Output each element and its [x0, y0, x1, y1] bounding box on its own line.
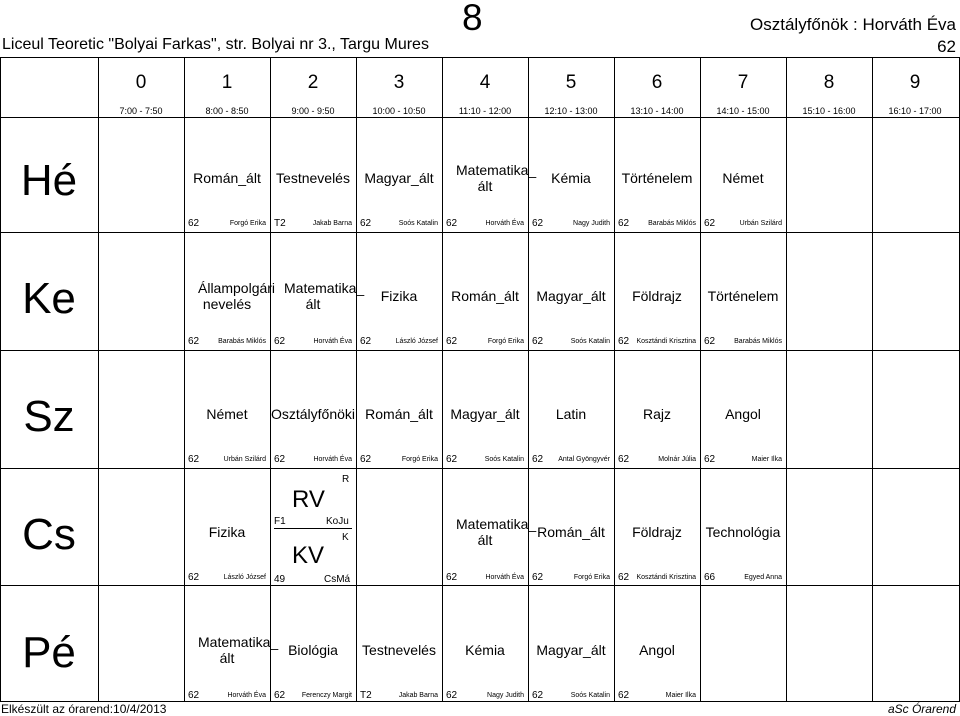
lesson-subject: Matematika_ ált: [284, 280, 365, 312]
lesson-teacher: Forgó Erika: [401, 456, 438, 463]
lesson-teacher: Kosztándi Krisztina: [636, 338, 696, 345]
split-bottom-group: K: [342, 532, 349, 543]
lesson-room: 62: [360, 454, 372, 465]
period-time: 11:10 - 12:00: [458, 106, 512, 116]
period-time: 16:10 - 17:00: [888, 106, 942, 116]
lesson-room: 62: [188, 572, 200, 583]
lesson-subject: Román_ált: [365, 406, 433, 422]
lesson-subject: Földrajz: [632, 288, 682, 304]
period-time: 7:00 - 7:50: [119, 106, 163, 116]
lesson-subject: Biológia: [288, 642, 338, 658]
lesson-teacher: Molnár Júlia: [658, 456, 696, 463]
lesson-room: 62: [532, 218, 544, 229]
lesson-teacher: Barabás Miklós: [734, 338, 782, 345]
period-time: 9:00 - 9:50: [291, 106, 335, 116]
lesson-teacher: Kosztándi Krisztina: [636, 574, 696, 581]
period-number: 8: [823, 72, 835, 93]
lesson-subject: Technológia: [705, 524, 781, 540]
split-bottom-subject: KV: [292, 542, 325, 569]
lesson-room: 62: [532, 336, 544, 347]
lesson-teacher: Jakab Barna: [312, 220, 352, 227]
period-number: 4: [479, 72, 491, 93]
lesson-teacher: Soós Katalin: [484, 456, 524, 463]
lesson-subject: Matematika_ ált: [456, 516, 537, 548]
period-number: 6: [651, 72, 663, 93]
column-line: [700, 57, 701, 702]
lesson-teacher: Forgó Erika: [487, 338, 524, 345]
lesson-subject: Testnevelés: [276, 170, 350, 186]
split-bottom-room: 49: [274, 574, 286, 585]
day-separator-line: [0, 468, 960, 469]
day-name: Hé: [20, 156, 78, 205]
lesson-room: 62: [618, 572, 630, 583]
lesson-room: 62: [532, 454, 544, 465]
lesson-teacher: Egyed Anna: [744, 574, 782, 581]
lesson-subject: Német: [722, 170, 764, 186]
lesson-teacher: Urbán Szilárd: [739, 220, 782, 227]
lesson-subject: Történelem: [621, 170, 693, 186]
lesson-room: 62: [360, 336, 372, 347]
period-time: 8:00 - 8:50: [205, 106, 249, 116]
grid-left-line: [0, 57, 1, 702]
period-number: 9: [909, 72, 921, 93]
lesson-room: 62: [274, 336, 286, 347]
lesson-room: 62: [704, 336, 716, 347]
lesson-room: 62: [618, 454, 630, 465]
lesson-room: 62: [532, 690, 544, 701]
lesson-room: 62: [188, 336, 200, 347]
lesson-room: 62: [188, 454, 200, 465]
lesson-teacher: Nagy Judith: [487, 692, 524, 699]
lesson-room: 62: [188, 690, 200, 701]
lesson-subject: Fizika: [380, 288, 418, 304]
lesson-teacher: Maier Ilka: [665, 692, 696, 699]
period-time: 15:10 - 16:00: [802, 106, 856, 116]
lesson-teacher: Barabás Miklós: [648, 220, 696, 227]
period-time: 12:10 - 13:00: [544, 106, 598, 116]
lesson-room: 62: [704, 218, 716, 229]
column-line: [98, 57, 99, 702]
lesson-room: 62: [274, 454, 286, 465]
day-name: Ke: [22, 274, 76, 323]
column-line: [786, 57, 787, 702]
timetable-grid: [0, 57, 960, 701]
lesson-subject: Fizika: [208, 524, 246, 540]
column-line: [528, 57, 529, 702]
column-line: [356, 57, 357, 702]
period-number: 3: [393, 72, 405, 93]
lesson-room: 62: [446, 218, 458, 229]
lesson-room: 62: [446, 690, 458, 701]
column-line: [442, 57, 443, 702]
lesson-subject: Állampolgári nevelés: [198, 280, 276, 312]
split-top-group: R: [342, 474, 350, 485]
lesson-teacher: Maier Ilka: [751, 456, 782, 463]
period-number: 5: [565, 72, 577, 93]
footer-software: aSc Órarend: [887, 702, 956, 716]
lesson-teacher: Horváth Éva: [313, 456, 352, 463]
lesson-room: 62: [618, 218, 630, 229]
lesson-room: T2: [360, 690, 372, 701]
lesson-teacher: Urbán Szilárd: [223, 456, 266, 463]
lesson-subject: Matematika_ ált: [198, 634, 279, 666]
day-name: Pé: [22, 628, 76, 677]
day-separator-line: [0, 585, 960, 586]
lesson-teacher: Nagy Judith: [573, 220, 610, 227]
day-name: Sz: [23, 392, 75, 441]
period-number: 2: [307, 72, 319, 93]
school-name: Liceul Teoretic "Bolyai Farkas", str. Bolyai nr 3., Targu Mures: [2, 36, 429, 53]
grid-top-line: [0, 57, 960, 58]
lesson-room: 62: [704, 454, 716, 465]
headteacher-label: Osztályfőnök : Horváth Éva: [750, 15, 956, 34]
column-line: [184, 57, 185, 702]
grid-header-bottom-line: [0, 117, 960, 118]
lesson-room: 66: [704, 572, 716, 583]
lesson-teacher: Antal Gyöngyvér: [558, 456, 610, 463]
lesson-subject: Angol: [725, 406, 761, 422]
lesson-teacher: Soós Katalin: [570, 692, 610, 699]
column-line: [270, 57, 271, 702]
lesson-room: 62: [446, 336, 458, 347]
lesson-teacher: Horváth Éva: [485, 574, 524, 581]
lesson-room: 62: [188, 218, 200, 229]
period-time: 10:00 - 10:50: [372, 106, 426, 116]
period-time: 13:10 - 14:00: [630, 106, 684, 116]
lesson-teacher: Forgó Erika: [573, 574, 610, 581]
period-number: 0: [135, 72, 147, 93]
lesson-subject: Román_ált: [537, 524, 605, 540]
lesson-room: 62: [360, 218, 372, 229]
lesson-subject: Osztályfőnöki: [270, 406, 356, 422]
footer-created-date: Elkészült az órarend:10/4/2013: [1, 702, 167, 716]
day-separator-line: [0, 232, 960, 233]
lesson-subject: Német: [206, 406, 248, 422]
lesson-room: 62: [618, 336, 630, 347]
lesson-teacher: László József: [223, 574, 266, 581]
lesson-teacher: Barabás Miklós: [218, 338, 266, 345]
lesson-teacher: Forgó Erika: [229, 220, 266, 227]
lesson-teacher: Horváth Éva: [485, 220, 524, 227]
lesson-subject: Magyar_ált: [364, 170, 434, 186]
lesson-room: 62: [446, 454, 458, 465]
lesson-teacher: Jakab Barna: [398, 692, 438, 699]
lesson-subject: Földrajz: [632, 524, 682, 540]
lesson-subject: Történelem: [707, 288, 779, 304]
lesson-subject: Kémia: [465, 642, 505, 658]
period-number: 1: [221, 72, 233, 93]
split-bottom-teacher: CsMá: [324, 574, 351, 585]
lesson-subject: Román_ált: [451, 288, 519, 304]
day-name: Cs: [22, 510, 76, 559]
grid-bottom-line: [0, 701, 960, 702]
lesson-room: T2: [274, 218, 286, 229]
lesson-teacher: Horváth Éva: [313, 338, 352, 345]
lesson-room: 62: [618, 690, 630, 701]
lesson-subject: Latin: [555, 406, 587, 422]
lesson-room: 62: [446, 572, 458, 583]
lesson-teacher: Soós Katalin: [570, 338, 610, 345]
lesson-teacher: Horváth Éva: [227, 692, 266, 699]
lesson-subject: Angol: [639, 642, 675, 658]
lesson-subject: Matematika_ ált: [456, 162, 537, 194]
column-line: [614, 57, 615, 702]
lesson-teacher: Soós Katalin: [398, 220, 438, 227]
class-title: 8: [462, 0, 483, 38]
split-top-subject: RV: [292, 486, 325, 513]
day-separator-line: [0, 350, 960, 351]
lesson-teacher: Ferenczy Margit: [301, 692, 352, 699]
lesson-subject: Magyar_ált: [536, 288, 606, 304]
split-top-teacher: KoJu: [326, 516, 349, 527]
column-line: [872, 57, 873, 702]
lesson-subject: Kémia: [551, 170, 591, 186]
lesson-room: 62: [274, 690, 286, 701]
split-top-room: F1: [274, 516, 286, 527]
lesson-teacher: László József: [395, 338, 438, 345]
lesson-room: 62: [532, 572, 544, 583]
lesson-subject: Rajz: [642, 406, 671, 422]
lesson-subject: Magyar_ált: [536, 642, 606, 658]
period-number: 7: [737, 72, 749, 93]
lesson-subject: Román_ált: [193, 170, 261, 186]
class-room: 62: [937, 37, 956, 56]
period-time: 14:10 - 15:00: [716, 106, 770, 116]
split-divider-line: [274, 528, 352, 529]
lesson-subject: Testnevelés: [362, 642, 436, 658]
lesson-subject: Magyar_ált: [450, 406, 520, 422]
